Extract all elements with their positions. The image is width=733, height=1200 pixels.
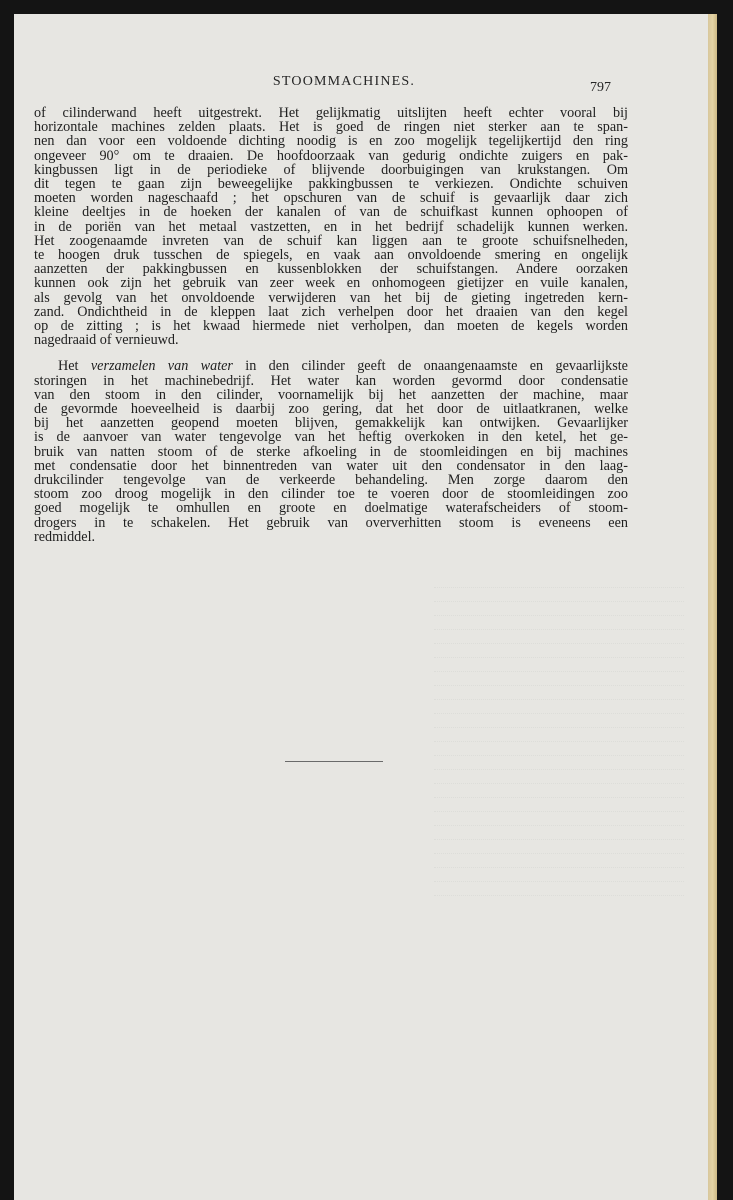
- first-line-rest: in den cilinder geeft de onaangenaamste en gevaarlijkste: [232, 359, 628, 374]
- show-through-text: [434, 574, 684, 884]
- paragraph-cylinder-maintenance: [34, 106, 628, 347]
- text-line: is de aanvoer van water tengevolge van het heftig overkoken in den ketel, het ge-: [34, 430, 628, 445]
- text-line: nen dan voor een voldoende dichting noodig is en zoo mogelijk tegelijkertijd den ring: [34, 134, 628, 149]
- text-line-first: [34, 359, 628, 373]
- text-line: kingbussen ligt in de periodieke of blijvende doorbuigingen van krukstangen. Om: [34, 162, 628, 178]
- text-line: of cilinderwand heeft uitgestrekt. Het gelijkmatig uitslijten heeft echter vooral bij: [34, 106, 628, 121]
- text-line: als gevolg van het onvoldoende verwijderen van het bij de gieting ingetreden kern-: [34, 290, 628, 305]
- text-line: moeten worden nageschaafd ; het opschuren van de schuif is gevaarlijk daar zich: [34, 191, 628, 206]
- text-line: zand. Ondichtheid in de kleppen laat zich verhelpen door het draaien van den kegel: [34, 304, 628, 320]
- italic-term: verzamelen van water: [90, 359, 233, 374]
- text-line: dit tegen te gaan zijn beweegelijke pakkingbussen te verkiezen. Ondichte schuiven: [34, 177, 628, 192]
- text-line: nagedraaid of vernieuwd.: [34, 333, 179, 348]
- book-page: [14, 14, 717, 1200]
- text-line: op de zitting ; is het kwaad hiermede niet verholpen, dan moeten de kegels worden: [34, 319, 628, 334]
- text-line: aanzetten der pakkingbussen en kussenblokken der schuifstangen. Andere oorzaken: [34, 262, 628, 277]
- text-line: Het zoogenaamde invreten van de schuif kan liggen aan te groote schuifsnelheden,: [34, 233, 628, 249]
- text-line: kleine deeltjes in de hoeken der kanalen of van de schuifkast kunnen ophoopen of: [34, 205, 628, 220]
- text-line: te hoogen druk tusschen de spiegels, en vaak aan onvoldoende smering en ongelijk: [34, 248, 628, 263]
- text-line: met condensatie door het binnentreden van water uit den condensator in den laag-: [34, 458, 628, 474]
- text-line: drogers in te schakelen. Het gebruik van oververhitten stoom is eveneens een: [34, 515, 628, 530]
- text-line: bruik van natten stoom of de sterke afkoeling in de stoomleidingen en bij machines: [34, 444, 628, 459]
- text-line: de gevormde hoeveelheid is daarbij zoo gering, dat het door de uitlaatkranen, welke: [34, 402, 628, 417]
- text-line: stoom zoo droog mogelijk in den cilinder toe te voeren door de stoomleidingen zoo: [34, 487, 628, 502]
- text-line: goed mogelijk te omhullen en groote en doelmatige waterafscheiders of stoom-: [34, 501, 628, 516]
- text-line: ongeveer 90° om te draaien. De hoofdoorzaak van gedurig ondichte zuigers en pak-: [34, 148, 628, 163]
- paragraph-water-collection: [34, 359, 628, 544]
- text-line: drukcilinder tengevolge van de verkeerde behandeling. Men zorge daarom den: [34, 473, 628, 488]
- text-line: storingen in het machinebedrijf. Het water kan worden gevormd door condensatie: [34, 373, 628, 388]
- text-line: in de poriën van het metaal vastzetten, en in het bedrijf schadelijk kunnen werken.: [34, 219, 628, 234]
- body-text: [34, 106, 628, 544]
- page-number: 797: [590, 80, 611, 95]
- paragraph-lead: Het: [58, 359, 91, 374]
- text-line: van den stoom in den cilinder, voornamelijk bij het aanzetten der machine, maar: [34, 387, 628, 403]
- section-divider: [285, 761, 383, 762]
- text-line: bij het aanzetten geopend moeten blijven, gemakkelijk kan ontwijken. Gevaarlijker: [34, 416, 628, 431]
- text-line: kunnen ook zijn het gebruik van zeer week en onhomogeen gietijzer en vuile kanalen,: [34, 276, 628, 291]
- text-line: redmiddel.: [34, 529, 96, 545]
- text-line: horizontale machines zelden plaats. Het is goed de ringen niet sterker aan te span-: [34, 120, 628, 135]
- page-edge: [708, 14, 717, 1200]
- running-title: STOOMMACHINES.: [272, 74, 416, 89]
